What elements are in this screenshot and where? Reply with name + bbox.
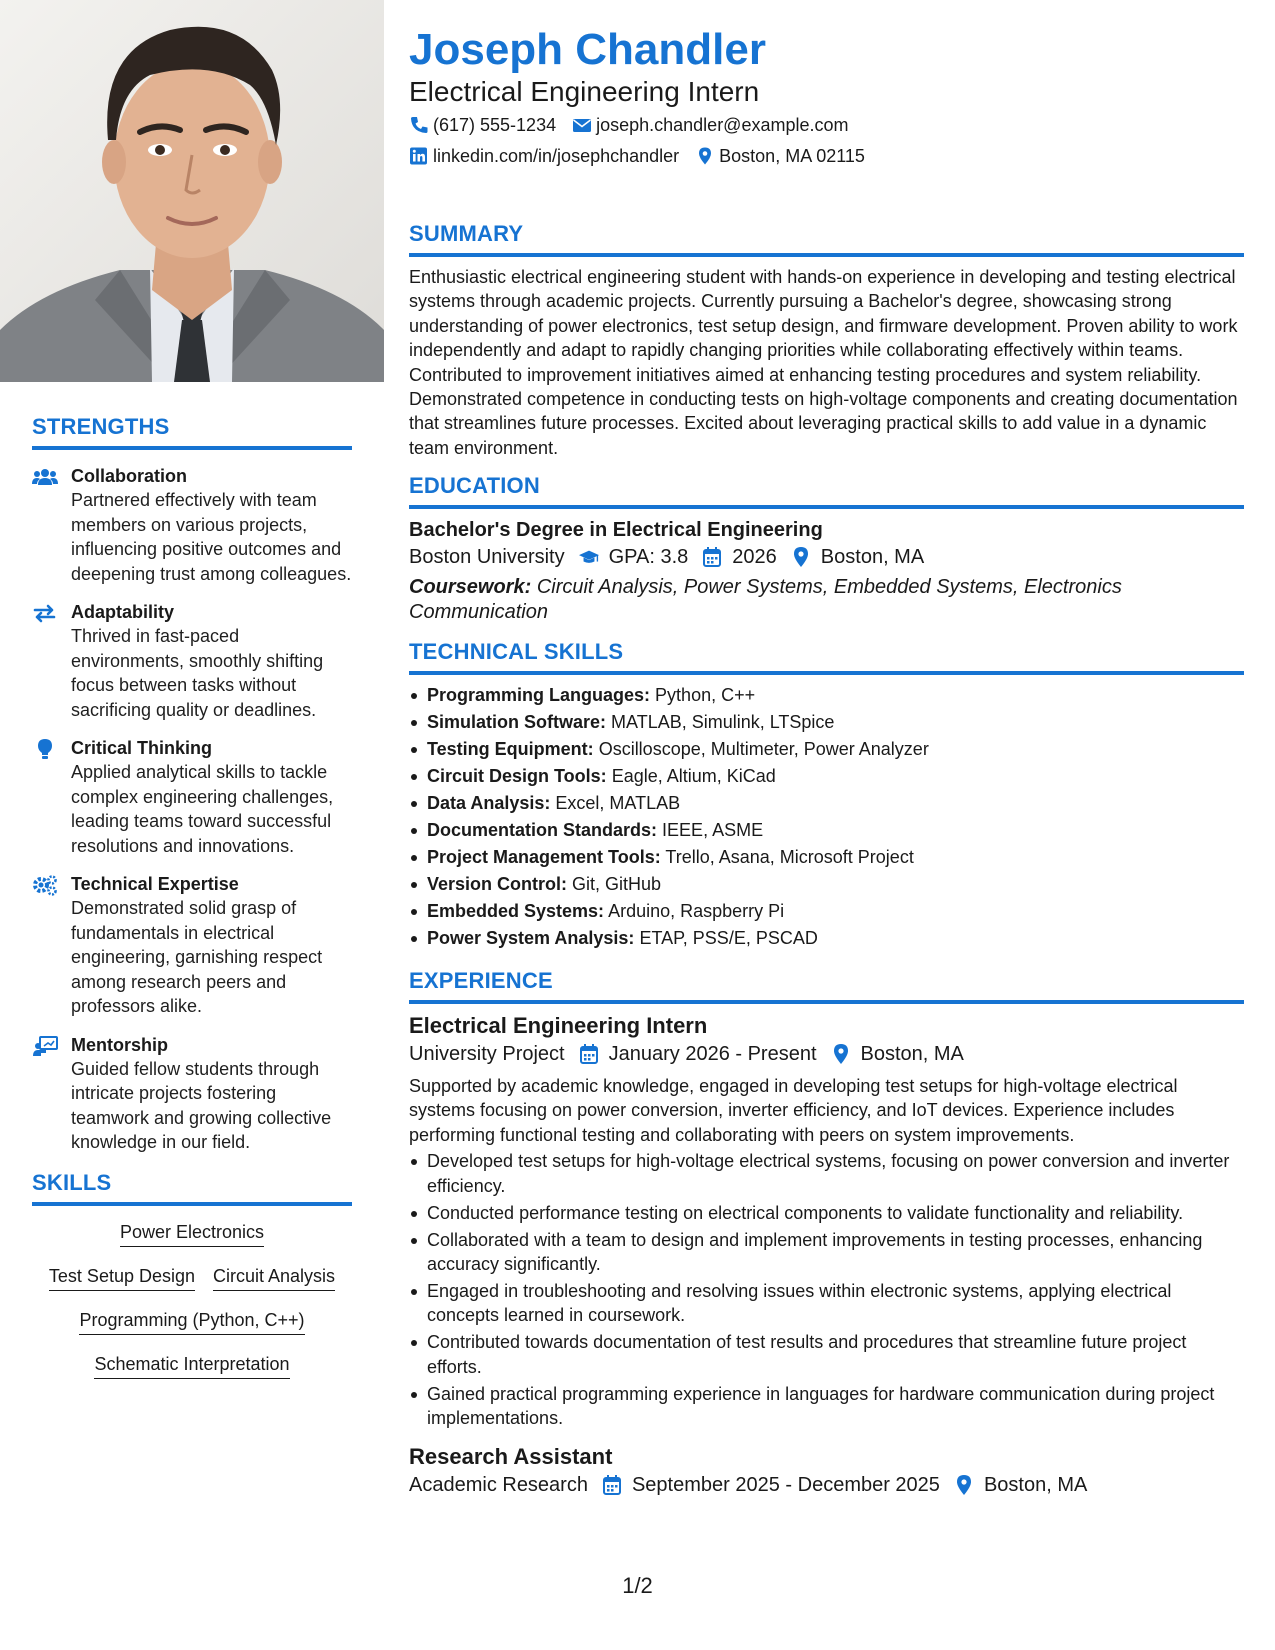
skills-heading: SKILLS [32, 1170, 352, 1206]
list-item: Gained practical programming experience in languages for hardware communication during project implementations. [409, 1382, 1244, 1431]
strength-item [32, 464, 352, 586]
contact-row [409, 145, 881, 167]
calendar-icon [602, 1474, 622, 1496]
job-location: Boston, MA [983, 1473, 1088, 1496]
profile-photo [0, 0, 384, 382]
skills-list [32, 1220, 352, 1379]
list-item: Collaborated with a team to design and implement improvements in testing processes, enhancing accuracy significantly. [409, 1228, 1244, 1277]
experience-section [409, 968, 1244, 1499]
job-org: University Project [409, 1043, 565, 1065]
job-meta [409, 1471, 1244, 1499]
skill-chip: Circuit Analysis [213, 1264, 335, 1291]
page-number: 1/2 [622, 1573, 653, 1598]
job-org: Academic Research [409, 1473, 588, 1496]
map-pin-icon [954, 1474, 974, 1496]
list-item [409, 791, 1244, 815]
summary-heading: SUMMARY [409, 221, 1244, 257]
list-item [409, 926, 1244, 950]
skill-value: IEEE, ASME [662, 820, 764, 840]
education-meta [409, 543, 1244, 571]
job-meta [409, 1040, 1244, 1068]
skill-value: Arduino, Raspberry Pi [608, 901, 785, 921]
school-name: Boston University [409, 546, 565, 568]
job-dates: September 2025 - December 2025 [631, 1473, 940, 1496]
technical-skills-list [409, 683, 1244, 950]
gpa-text: GPA: 3.8 [608, 546, 689, 568]
skill-label: Testing Equipment: [427, 739, 594, 759]
email-item[interactable] [572, 114, 848, 136]
skill-label: Embedded Systems: [427, 901, 605, 921]
experience-heading: EXPERIENCE [409, 968, 1244, 1004]
skill-value: Python, C++ [655, 685, 756, 705]
job-bullets [409, 1149, 1244, 1430]
skill-value: Excel, MATLAB [555, 793, 681, 813]
skill-label: Simulation Software: [427, 712, 607, 732]
strength-name: Critical Thinking [71, 738, 213, 758]
arrows-exchange-icon [32, 602, 58, 624]
gears-icon [32, 874, 58, 896]
email-link[interactable]: joseph.chandler@example.com [596, 115, 849, 135]
job-dates: January 2026 - Present [608, 1043, 817, 1065]
calendar-icon [702, 546, 722, 568]
strength-desc: Applied analytical skills to tackle complex engineering challenges, leading teams toward successful resolutions and innovations. [71, 762, 334, 856]
graduation-cap-icon [579, 546, 599, 568]
list-item: Engaged in troubleshooting and resolving issues within electronic systems, applying electrical concepts learned in coursework. [409, 1279, 1244, 1328]
strength-name: Mentorship [71, 1034, 168, 1055]
skill-label: Circuit Design Tools: [427, 766, 607, 786]
coursework-label: Coursework: [409, 576, 532, 598]
list-item [409, 818, 1244, 842]
job-title: Research Assistant [409, 1443, 613, 1469]
linkedin-icon [409, 147, 429, 165]
skill-label: Power System Analysis: [427, 928, 635, 948]
skill-label: Programming Languages: [427, 685, 651, 705]
list-item [409, 683, 1244, 707]
education-section [409, 473, 1244, 624]
map-pin-icon [791, 546, 811, 568]
map-pin-icon [695, 147, 715, 165]
linkedin-item[interactable] [409, 145, 679, 167]
strength-desc: Partnered effectively with team members on various projects, influencing positive outcomes and deepening trust among colleagues. [71, 490, 352, 584]
candidate-name: Joseph Chandler [409, 25, 766, 74]
technical-skills-heading: TECHNICAL SKILLS [409, 639, 1244, 675]
skill-chip: Test Setup Design [49, 1264, 195, 1291]
strengths-section [32, 414, 352, 1155]
coursework-list: Circuit Analysis, Power Systems, Embedded Systems, Electronics Communication [409, 576, 1122, 623]
strength-item [32, 872, 352, 1019]
lightbulb-icon [32, 738, 58, 760]
graduation-year: 2026 [732, 546, 777, 568]
strength-name: Collaboration [71, 466, 187, 486]
skill-value: Eagle, Altium, KiCad [611, 766, 776, 786]
list-item [409, 845, 1244, 869]
strength-desc: Demonstrated solid grasp of fundamentals in electrical engineering, garnishing respect among research peers and professors alike. [71, 898, 323, 1016]
list-item [409, 872, 1244, 896]
strength-item [32, 736, 352, 858]
list-item [409, 737, 1244, 761]
strength-desc: Guided fellow students through intricate projects fostering teamwork and growing collective knowledge in our field. [71, 1058, 332, 1152]
calendar-icon [579, 1043, 599, 1065]
summary-section [409, 221, 1244, 460]
linkedin-link[interactable]: linkedin.com/in/josephchandler [433, 146, 680, 166]
coursework [409, 575, 1244, 624]
education-heading: EDUCATION [409, 473, 1244, 509]
skill-value: ETAP, PSS/E, PSCAD [639, 928, 818, 948]
technical-skills-section [409, 639, 1244, 953]
list-item [409, 899, 1244, 923]
strength-item [32, 600, 352, 722]
contact-row [409, 114, 865, 136]
location-text: Boston, MA 02115 [719, 146, 865, 166]
strengths-heading: STRENGTHS [32, 414, 352, 450]
job-summary: Supported by academic knowledge, engaged in developing test setups for high-voltage electrical systems focusing on power conversion, inverter efficiency, and IoT devices. Experience includes performing functional testing and collaborating with peers on system improvements. [409, 1076, 1178, 1145]
location-item [695, 145, 865, 167]
phone-text: (617) 555-1234 [433, 115, 557, 135]
skill-value: Trello, Asana, Microsoft Project [665, 847, 914, 867]
education-location: Boston, MA [820, 546, 925, 568]
skills-section [32, 1170, 352, 1396]
skill-label: Project Management Tools: [427, 847, 661, 867]
envelope-icon [572, 116, 592, 134]
list-item [409, 710, 1244, 734]
map-pin-icon [831, 1043, 851, 1065]
strength-name: Adaptability [71, 602, 175, 622]
degree-title: Bachelor's Degree in Electrical Engineering [409, 519, 823, 541]
list-item: Developed test setups for high-voltage electrical systems, focusing on power conversion and inverter efficiency. [409, 1149, 1244, 1198]
skill-value: Oscilloscope, Multimeter, Power Analyzer [598, 739, 929, 759]
job-location: Boston, MA [860, 1043, 964, 1065]
strength-name: Technical Expertise [71, 874, 239, 894]
list-item: Conducted performance testing on electrical components to validate functionality and reliability. [409, 1201, 1244, 1225]
skill-value: Git, GitHub [572, 874, 662, 894]
strength-item [32, 1033, 352, 1155]
phone-item [409, 114, 556, 136]
skill-label: Version Control: [427, 874, 568, 894]
users-icon [32, 466, 58, 488]
skill-chip: Programming (Python, C++) [79, 1308, 304, 1335]
skill-chip: Power Electronics [120, 1220, 264, 1247]
skill-chip: Schematic Interpretation [94, 1352, 289, 1379]
list-item [409, 764, 1244, 788]
summary-text: Enthusiastic electrical engineering student with hands-on experience in developing and testing electrical systems through academic projects. Currently pursuing a Bachelor's degree, showcasing strong understanding of power electronics, test setup design, and firmware development. Proven ability to work independently and adapt to rapidly changing priorities while collaborating effectively within teams. Contributed to improvement initiatives aimed at enhancing testing procedures and system reliability. Demonstrated competence in conducting tests on high-voltage components and creating documentation that streamlines future processes. Excited about leveraging practical skills to add value in a dynamic team environment. [409, 267, 1238, 458]
left-column [0, 0, 384, 1650]
skill-label: Documentation Standards: [427, 820, 658, 840]
teacher-icon [32, 1035, 58, 1057]
candidate-title: Electrical Engineering Intern [409, 76, 760, 107]
job-title: Electrical Engineering Intern [409, 1013, 708, 1038]
phone-icon [409, 116, 429, 134]
strength-desc: Thrived in fast-paced environments, smoothly shifting focus between tasks without sacrificing quality or deadlines. [71, 626, 324, 720]
list-item: Contributed towards documentation of test results and procedures that streamline future project efforts. [409, 1330, 1244, 1379]
skill-value: MATLAB, Simulink, LTSpice [611, 712, 835, 732]
skill-label: Data Analysis: [427, 793, 551, 813]
